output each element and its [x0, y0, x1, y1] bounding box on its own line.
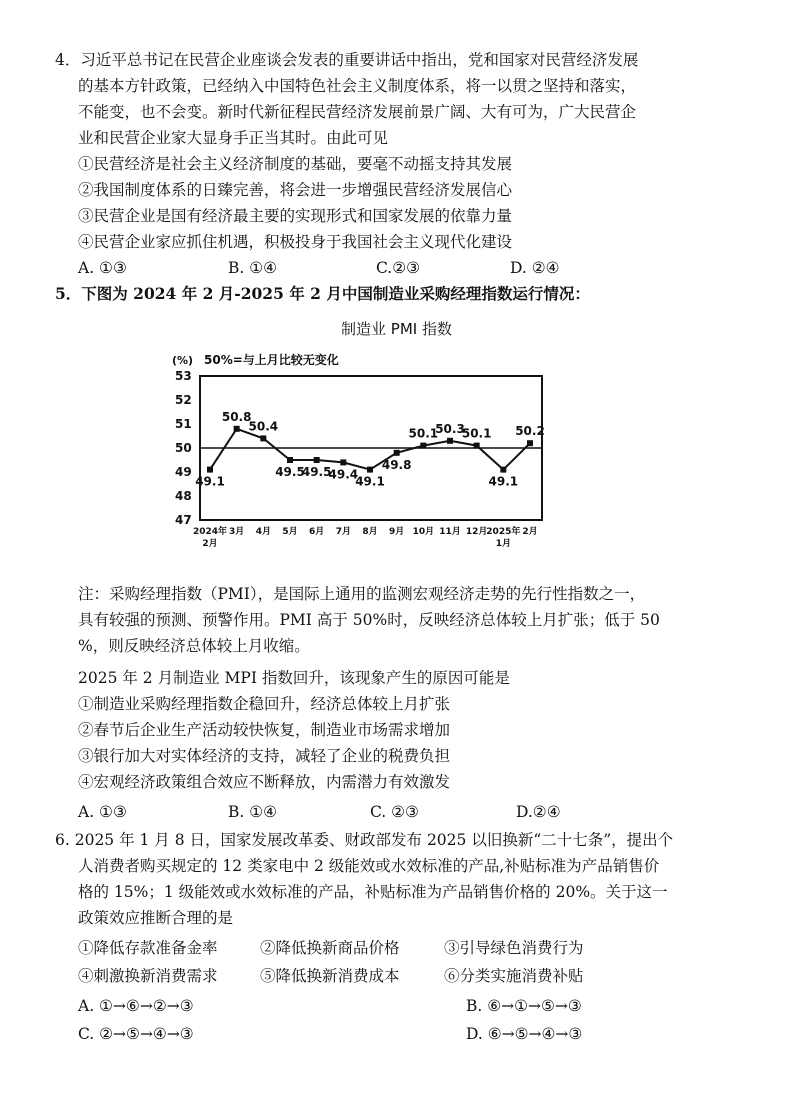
- q6-option-d[interactable]: D. ⑥→⑤→④→③: [466, 1025, 583, 1043]
- x-tick-label: 2月: [522, 527, 538, 537]
- x-tick-label: 12月: [465, 527, 488, 537]
- data-point: [367, 467, 373, 473]
- x-tick-label: 4月: [255, 527, 271, 537]
- data-label: 50.4: [248, 419, 279, 434]
- data-point: [207, 467, 213, 473]
- data-point: [234, 426, 240, 432]
- data-point: [420, 443, 426, 449]
- q4-stem-line-3: 不能变，也不会变。新时代新征程民营经济发展前景广阔、大有可为，广大民营企: [78, 103, 637, 121]
- data-label: 49.1: [488, 474, 519, 489]
- x-tick-label: 2025年: [486, 527, 521, 537]
- q6-option-c[interactable]: C. ②→⑤→④→③: [78, 1025, 194, 1043]
- q6-item-4: ④刺激换新消费需求: [78, 967, 218, 985]
- data-point: [260, 435, 266, 441]
- q5-statement-4: ④宏观经济政策组合效应不断释放，内需潜力有效激发: [78, 773, 451, 791]
- q6-item-5: ⑤降低换新消费成本: [260, 967, 400, 985]
- chart-title: 制造业 PMI 指数: [341, 320, 452, 338]
- x-tick-label: 6月: [309, 527, 325, 537]
- q6-item-6: ⑥分类实施消费补贴: [444, 967, 584, 985]
- q6-item-3: ③引导绿色消费行为: [444, 939, 584, 957]
- x-tick-label: 11月: [439, 527, 461, 537]
- q5-option-b[interactable]: B. ①④: [228, 803, 278, 821]
- data-label: 49.8: [381, 457, 412, 472]
- y-tick-label: 51: [175, 417, 192, 431]
- x-tick-label: 7月: [335, 527, 351, 537]
- q5-statement-3: ③银行加大对实体经济的支持，减轻了企业的税费负担: [78, 747, 451, 765]
- q5-option-a[interactable]: A. ①③: [78, 803, 127, 821]
- data-label: 50.2: [515, 424, 545, 439]
- q4-statement-2: ②我国制度体系的日臻完善，将会进一步增强民营经济发展信心: [78, 181, 513, 199]
- q6-option-b[interactable]: B. ⑥→①→⑤→③: [466, 997, 582, 1015]
- data-point: [340, 459, 346, 465]
- q5-question: 2025 年 2 月制造业 MPI 指数回升，该现象产生的原因可能是: [78, 669, 510, 687]
- data-label: 49.4: [328, 467, 359, 482]
- q4-statement-3: ③民营企业是国有经济最主要的实现形式和国家发展的依靠力量: [78, 207, 513, 225]
- data-label: 49.1: [195, 474, 225, 489]
- x-tick-label: 8月: [362, 527, 378, 537]
- y-tick-label: 53: [175, 369, 192, 383]
- q4-statement-4: ④民营企业家应抓住机遇，积极投身于我国社会主义现代化建设: [78, 233, 513, 251]
- y-tick-label: 52: [175, 393, 192, 407]
- data-label: 49.1: [355, 474, 385, 489]
- data-point: [447, 438, 453, 444]
- data-label: 50.1: [408, 426, 439, 441]
- q6-stem-line-1: 6. 2025 年 1 月 8 日，国家发展改革委、财政部发布 2025 以旧换新“二十七条”，提出个: [55, 831, 674, 849]
- q5-note-line-3: %，则反映经济总体较上月收缩。: [78, 637, 310, 655]
- data-point: [394, 450, 400, 456]
- data-label: 50.1: [461, 426, 492, 441]
- x-tick-label: 2024年: [192, 527, 228, 537]
- q6-stem-line-2: 人消费者购买规定的 12 类家电中 2 级能效或水效标准的产品,补贴标准为产品销售价: [78, 857, 660, 875]
- data-label: 49.5: [275, 465, 305, 479]
- x-tick-sublabel: 1月: [495, 539, 511, 549]
- q5-option-c[interactable]: C. ②③: [370, 803, 419, 821]
- x-tick-label: 9月: [389, 527, 405, 537]
- data-label: 50.3: [435, 421, 465, 436]
- data-point: [287, 457, 293, 463]
- q4-statement-1: ①民营经济是社会主义经济制度的基础，要毫不动摇支持其发展: [78, 155, 513, 173]
- legend-note: 50%=与上月比较无变化: [204, 353, 339, 367]
- x-tick-label: 3月: [229, 527, 245, 537]
- x-tick-label: 5月: [282, 527, 298, 537]
- q6-stem-line-3: 格的 15%；1 级能效或水效标准的产品，补贴标准为产品销售价格的 20%。关于这一: [78, 883, 668, 901]
- q5-note-line-1: 注：采购经理指数（PMI），是国际上通用的监测宏观经济走势的先行性指数之一，: [78, 585, 646, 603]
- q6-stem-line-4: 政策效应推断合理的是: [78, 909, 234, 927]
- q6-option-a[interactable]: A. ①→⑥→②→③: [78, 997, 194, 1015]
- data-point: [474, 443, 480, 449]
- q5-option-d[interactable]: D.②④: [516, 803, 561, 821]
- q4-option-a[interactable]: A. ①③: [78, 259, 127, 277]
- pmi-line-chart: [160, 340, 580, 560]
- q6-item-1: ①降低存款准备金率: [78, 939, 218, 957]
- q5-stem: 5．下图为 2024 年 2 月-2025 年 2 月中国制造业采购经理指数运行情况：: [55, 284, 590, 303]
- data-label: 50.8: [221, 409, 252, 424]
- x-tick-label: 10月: [412, 527, 435, 537]
- data-point: [314, 457, 320, 463]
- q5-statement-2: ②春节后企业生产活动较快恢复，制造业市场需求增加: [78, 721, 451, 739]
- q4-option-d[interactable]: D. ②④: [510, 259, 560, 277]
- q4-stem-line-2: 的基本方针政策，已经纳入中国特色社会主义制度体系，将一以贯之坚持和落实，: [78, 77, 637, 95]
- x-tick-sublabel: 2月: [202, 539, 218, 549]
- q4-stem-line-1: 4．习近平总书记在民营企业座谈会发表的重要讲话中指出，党和国家对民营经济发展: [55, 51, 639, 69]
- y-tick-label: 47: [175, 513, 192, 527]
- y-tick-label: 49: [175, 465, 192, 479]
- data-label: 49.5: [301, 465, 332, 479]
- q4-option-c[interactable]: C.②③: [376, 259, 421, 277]
- q6-item-2: ②降低换新商品价格: [260, 939, 400, 957]
- q5-note-line-2: 具有较强的预测、预警作用。PMI 高于 50%时，反映经济总体较上月扩张；低于 50: [78, 611, 660, 629]
- data-point: [527, 440, 533, 446]
- q4-stem-line-4: 业和民营企业家大显身手正当其时。由此可见: [78, 129, 389, 147]
- y-tick-label: 48: [175, 489, 192, 503]
- y-tick-label: 50: [175, 441, 192, 455]
- y-unit-label: (%): [172, 354, 194, 367]
- data-point: [500, 467, 506, 473]
- q5-statement-1: ①制造业采购经理指数企稳回升，经济总体较上月扩张: [78, 695, 451, 713]
- q4-option-b[interactable]: B. ①④: [228, 259, 278, 277]
